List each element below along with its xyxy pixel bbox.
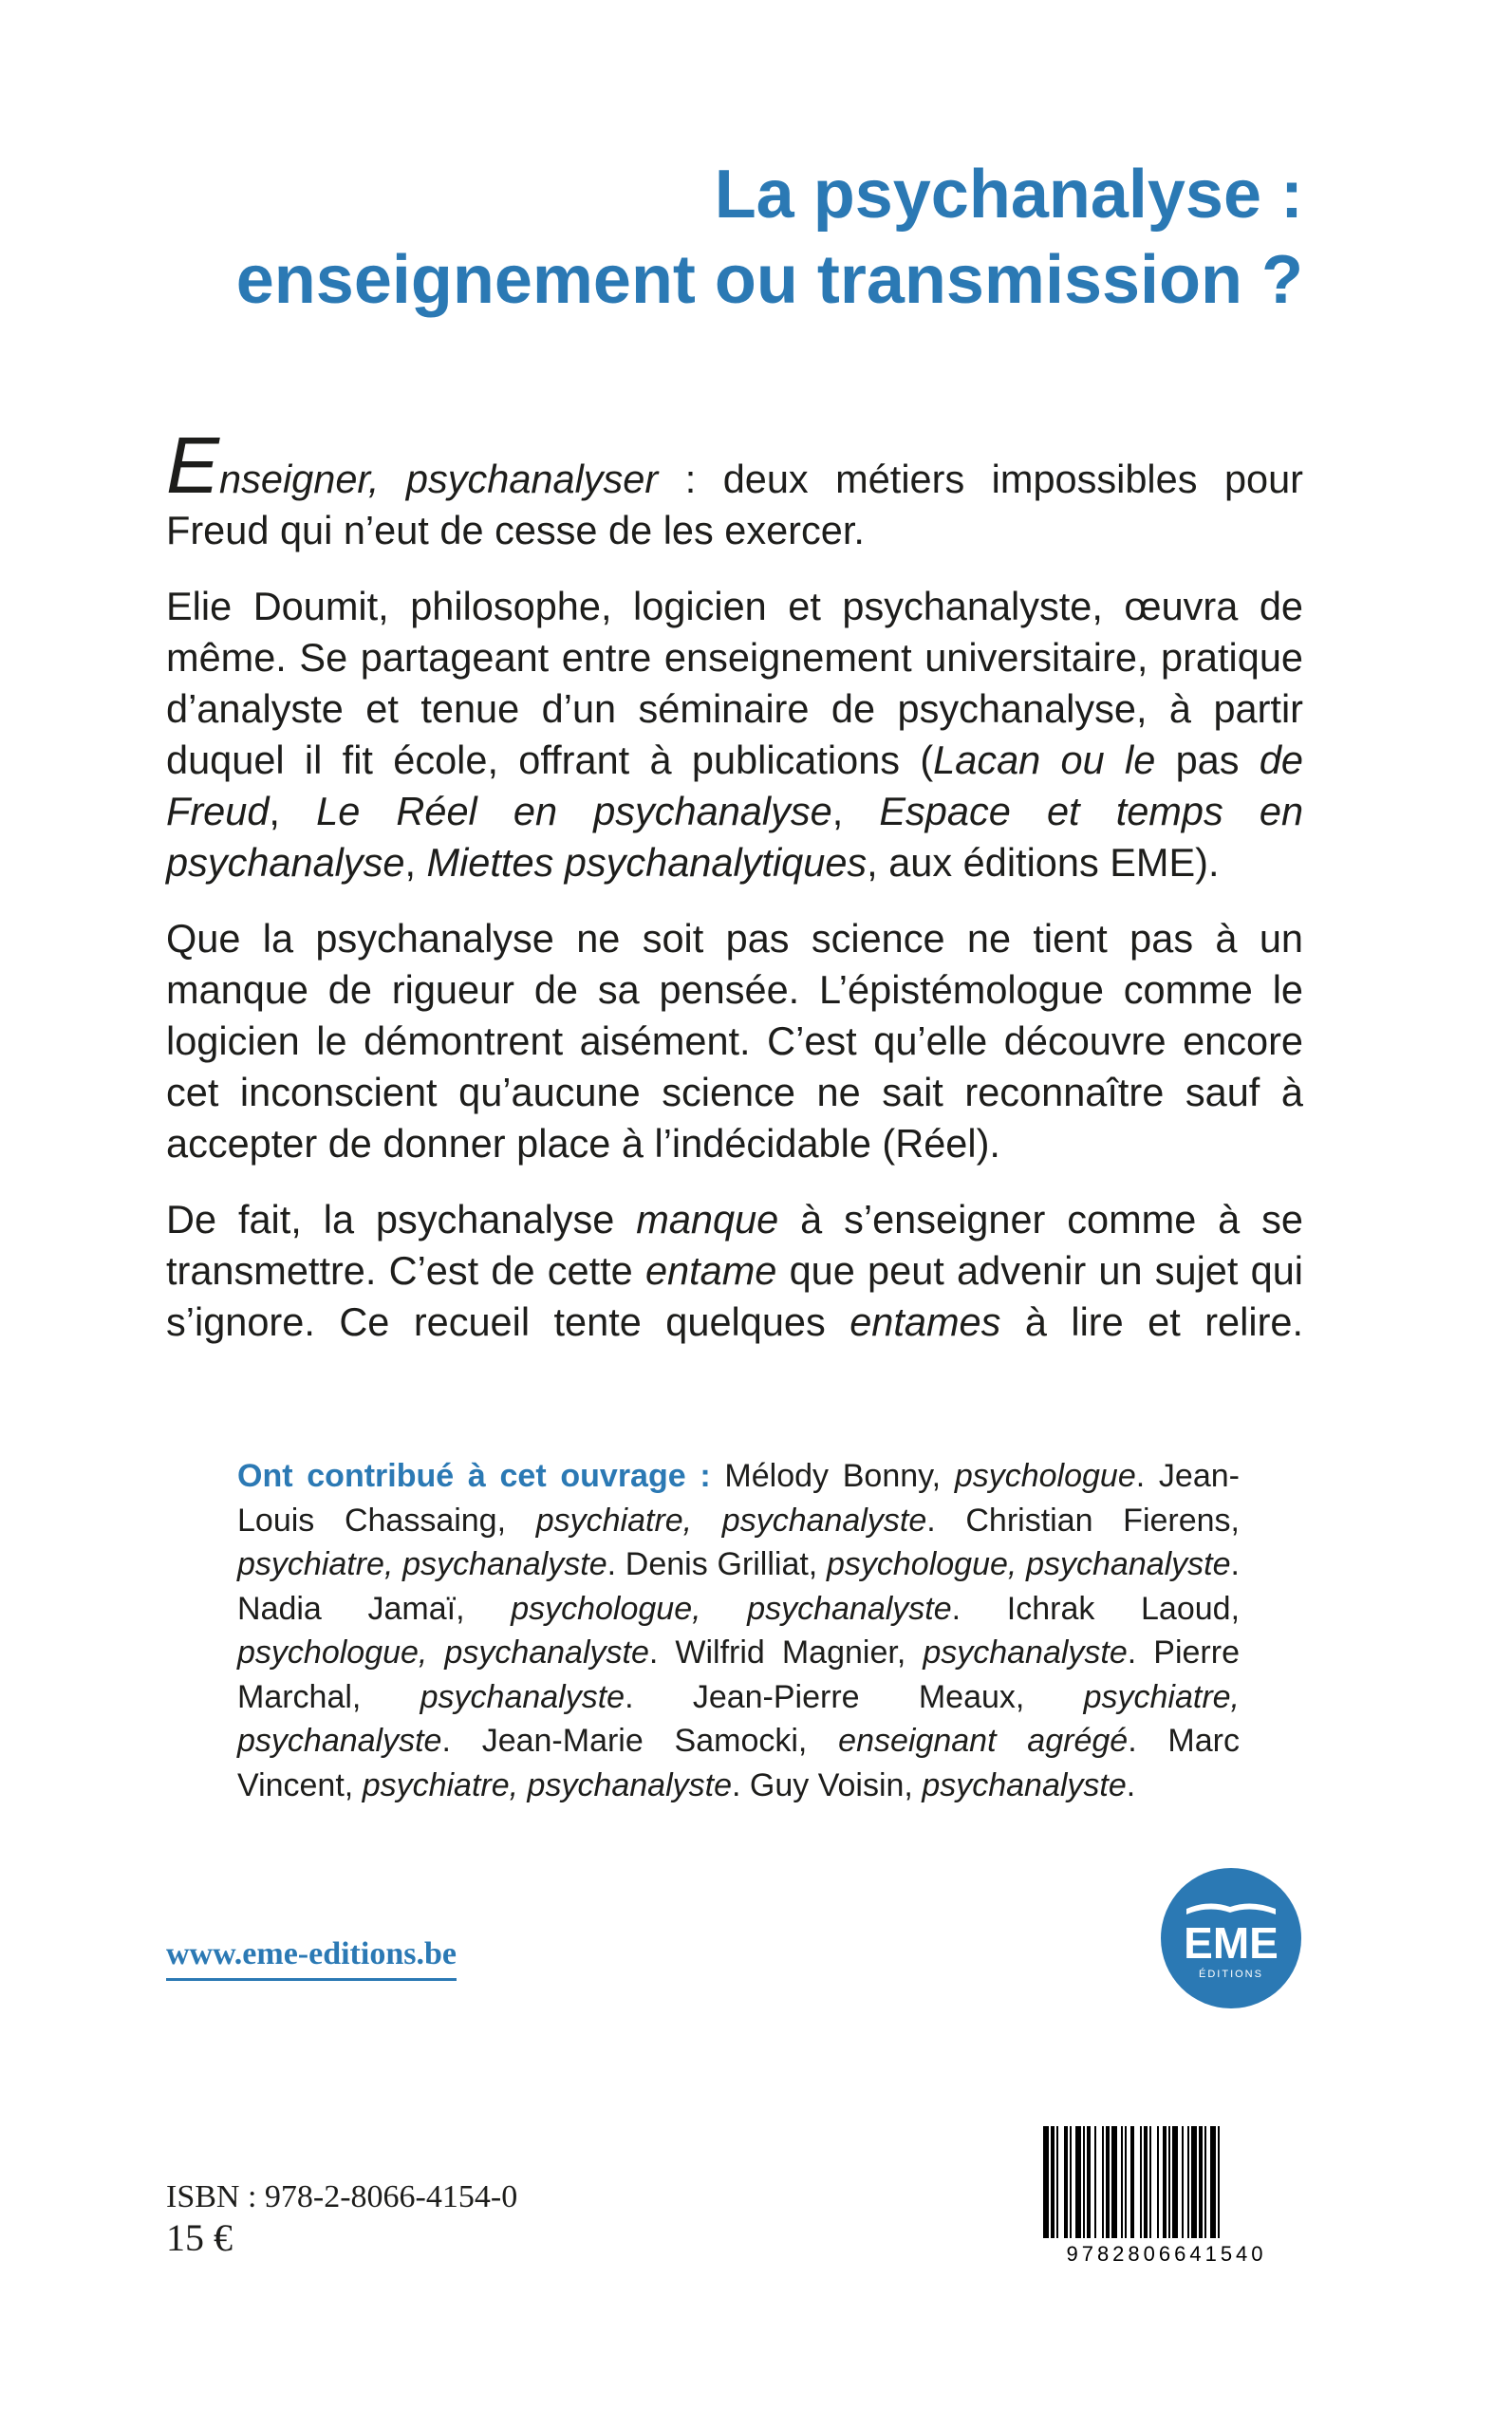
barcode-bar	[1087, 2126, 1091, 2238]
contributor-separator: .	[926, 1502, 966, 1539]
contributor-role: psychanalyste	[420, 1678, 625, 1715]
conclusion-em-3: entames	[849, 1299, 1001, 1344]
contributor-separator: .	[648, 1634, 676, 1671]
contributor-separator: .	[732, 1766, 750, 1803]
contributor-name: Guy Voisin,	[749, 1766, 923, 1803]
contributor-name: Jean-Louis Chassaing,	[237, 1458, 1240, 1539]
paragraph-intro	[166, 420, 1304, 556]
contributor-separator: .	[1128, 1723, 1168, 1759]
intro-italic: nseigner, psychanalyser	[219, 457, 659, 501]
barcode-bar	[1064, 2126, 1068, 2238]
barcode	[1030, 2119, 1303, 2266]
barcode-bar	[1125, 2126, 1127, 2238]
author-text-2: , aux éditions EME).	[867, 840, 1220, 885]
contributor-role: psychologue, psychanalyste	[511, 1590, 952, 1627]
book-title	[236, 152, 1303, 323]
book-title-lacan-pas: pas	[1155, 738, 1260, 782]
barcode-bar	[1210, 2126, 1216, 2238]
contributor-name: Mélody Bonny,	[710, 1458, 955, 1494]
contributor-role: enseignant agrégé	[838, 1723, 1129, 1759]
barcode-bar	[1094, 2126, 1096, 2238]
barcode-bar	[1051, 2126, 1055, 2238]
contributor-role: psychanalyste	[922, 1766, 1127, 1803]
website-link[interactable]: www.eme-editions.be	[166, 1936, 457, 1981]
barcode-bar	[1111, 2126, 1117, 2238]
conclusion-text-4: à lire et relire.	[1000, 1299, 1303, 1344]
contributor-name: Jean-Marie Samocki,	[481, 1723, 839, 1759]
book-title-espace: Espace et temps en psychanalyse	[166, 789, 1304, 885]
conclusion-text-1: De fait, la psychanalyse	[166, 1197, 637, 1242]
isbn: ISBN : 978-2-8066-4154-0	[166, 2179, 518, 2214]
barcode-bar	[1163, 2126, 1167, 2238]
contributor-role: psychiatre, psychanalyste	[535, 1502, 927, 1539]
book-title-miettes: Miettes psychanalytiques	[426, 840, 868, 885]
contributor-separator: .	[441, 1723, 482, 1759]
title-line-2: enseignement ou transmission ?	[235, 242, 1303, 318]
author-text-1: Elie Doumit, philosophe, logicien et psychanalyste, œuvra de même. Se partageant entre enseignement universitaire, pratique d’analyste et tenue d’un séminaire de psychanalyse, à partir duquel il fit école, offrant à publications (	[166, 584, 1303, 782]
barcode-bar	[1204, 2126, 1206, 2238]
separator: ,	[831, 789, 880, 833]
contributor-separator: .	[1230, 1546, 1240, 1582]
barcode-bar	[1043, 2126, 1049, 2238]
barcode-bar	[1172, 2126, 1178, 2238]
logo-subtext: ÉDITIONS	[1199, 1969, 1263, 1980]
contributor-role: psychologue	[954, 1458, 1136, 1494]
conclusion-em-1: manque	[636, 1197, 779, 1242]
barcode-bar	[1182, 2126, 1184, 2238]
barcode-bar	[1218, 2126, 1220, 2238]
contributor-name: Denis Grilliat,	[625, 1546, 827, 1582]
price: 15 €	[166, 2216, 233, 2259]
contributor-separator: .	[1126, 1766, 1136, 1803]
barcode-bar	[1083, 2126, 1085, 2238]
barcode-bar	[1144, 2126, 1148, 2238]
contributor-role: psychologue, psychanalyste	[237, 1634, 649, 1671]
title-line-1: La psychanalyse :	[714, 157, 1303, 233]
contributor-name: Wilfrid Magnier,	[675, 1634, 924, 1671]
barcode-bar	[1168, 2126, 1170, 2238]
contributors-block	[237, 1454, 1240, 1807]
barcode-bar	[1070, 2126, 1072, 2238]
conclusion-em-2: entame	[644, 1248, 777, 1293]
contributor-role: psychiatre, psychanalyste	[362, 1766, 732, 1803]
intro-text: : deux métiers impossibles pour Freud qui n’eut de cesse de les exercer.	[166, 457, 1304, 552]
barcode-bar	[1157, 2126, 1159, 2238]
contributors-lead: Ont contribué à cet ouvrage :	[237, 1458, 711, 1494]
logo-text: EME	[1184, 1918, 1279, 1968]
barcode-bar	[1106, 2126, 1110, 2238]
blurb	[166, 420, 1304, 1373]
book-title-lacan-freud: de Freud	[166, 738, 1303, 833]
barcode-bar	[1075, 2126, 1081, 2238]
paragraph-author	[166, 581, 1303, 888]
contributor-name: Pierre Marchal,	[237, 1634, 1240, 1715]
barcode-bar	[1056, 2126, 1058, 2238]
contributor-name: Jean-Pierre Meaux,	[692, 1678, 1084, 1715]
eme-logo	[1160, 1867, 1302, 2009]
separator: ,	[404, 840, 427, 885]
contributor-role: psychiatre, psychanalyste	[237, 1546, 607, 1582]
barcode-bar	[1199, 2126, 1203, 2238]
barcode-bar	[1130, 2126, 1134, 2238]
conclusion-text-2: à s’enseigner comme à se transmettre. C’est de cette	[166, 1197, 1303, 1293]
barcode-bar	[1149, 2126, 1151, 2238]
paragraph-science: Que la psychanalyse ne soit pas science ne tient pas à un manque de rigueur de sa pensée. L’épistémologue comme le logicien le démontrent aisément. C’est qu’elle découvre encore cet inconscient qu’aucune science ne sait reconnaître sauf à accepter de donner place à l’indécidable (Réel).	[166, 916, 1303, 1166]
contributor-separator: .	[625, 1678, 693, 1715]
barcode-bar	[1102, 2126, 1104, 2238]
contributor-role: psychanalyste	[923, 1634, 1128, 1671]
contributor-name: Marc Vincent,	[237, 1723, 1240, 1803]
separator: ,	[269, 789, 317, 833]
contributors-list	[237, 1458, 1240, 1803]
contributor-separator: .	[1127, 1634, 1154, 1671]
barcode-bar	[1191, 2126, 1197, 2238]
barcode-bar	[1121, 2126, 1123, 2238]
paragraph-conclusion	[166, 1194, 1303, 1348]
drop-cap: E	[166, 420, 220, 510]
contributor-name: Christian Fierens,	[965, 1502, 1240, 1539]
contributor-separator: .	[1135, 1458, 1159, 1494]
barcode-digits: 9782806641540	[1066, 2242, 1267, 2266]
contributor-role: psychologue, psychanalyste	[826, 1546, 1231, 1582]
barcode-bar	[1140, 2126, 1142, 2238]
contributor-separator: .	[607, 1546, 625, 1582]
conclusion-text-3: que peut advenir un sujet qui s’ignore. Ce recueil tente quelques	[166, 1248, 1303, 1344]
contributor-name: Ichrak Laoud,	[1006, 1590, 1241, 1627]
book-title-lacan: Lacan ou le	[933, 738, 1156, 782]
barcode-bar	[1187, 2126, 1189, 2238]
contributor-role: psychiatre, psychanalyste	[237, 1678, 1240, 1759]
contributor-separator: .	[951, 1590, 1007, 1627]
book-title-reel: Le Réel en psychanalyse	[316, 789, 832, 833]
contributor-name: Nadia Jamaï,	[237, 1590, 512, 1627]
